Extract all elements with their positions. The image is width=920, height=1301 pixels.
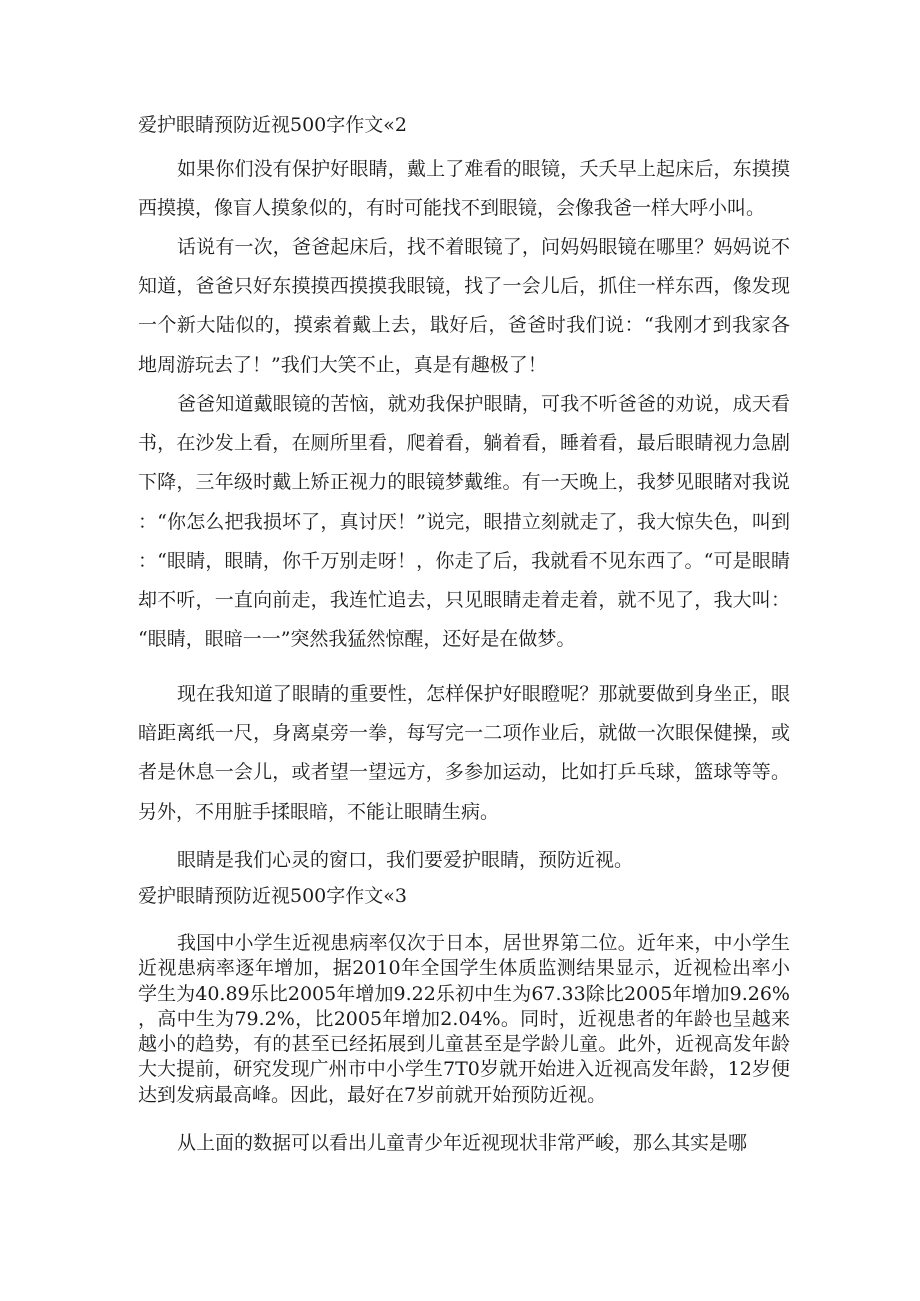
paragraph-myopia-statistics: 我国中小学生近视患病率仅次于日本，居世界第二位。近年来，中小学生近视患病率逐年增加，据2010年全国学生体质监测结果显示，近视检出率小学生为40.89乐比2005年增加9.22乐初中生为67.33除比2005年增加9.26%，高中生为79.2%，比2005年增加2.04%。同时，近视患者的年龄也呈越来越小的趋势，有的甚至已经拓展到儿童甚至是学龄儿童。此外，近视高发年龄大大提前，研究发现广州市中小学生7T0岁就开始进入近视高发年龄，12岁便达到发病最高峰。因此，最好在7岁前就开始预防近视。 [138, 932, 790, 1106]
section-heading-3: 爱护眼睛预防近视500字作文«3 [138, 885, 407, 907]
paragraph-eye-care-tips: 现在我知道了眼睛的重要性，怎样保护好眼瞪呢？那就要做到身坐正，眼暗距离纸一尺，身离桌旁一拳，每写完一二项作业后，就做一次眼保健操，或者是休息一会儿，或者望一望远方，多参加运动，比如打乒乓球，篮球等等。另外，不用脏手揉眼暗，不能让眼睛生病。 [138, 683, 790, 823]
section-heading-2: 爱护眼睛预防近视500字作文«2 [138, 114, 407, 136]
paragraph-dad-lost-glasses: 话说有一次，爸爸起床后，找不着眼镜了，问妈妈眼镜在哪里？妈妈说不知道，爸爸只好东摸摸西摸摸我眼镜，找了一会儿后，抓住一样东西，像发现一个新大陆似的，摸索着戴上去，戢好后，爸爸时我们说：“我刚才到我家各地周游玩去了！”我们大笑不止，真是有趣极了！ [138, 236, 790, 376]
paragraph-eye-dream: 爸爸知道戴眼镜的苦恼，就劝我保护眼睛，可我不听爸爸的劝说，成天看书，在沙发上看，在厕所里看，爬着看，躺着看，睡着看，最后眼睛视力急剧下降，三年级时戴上矫正视力的眼镜梦戴维。有一天晚上，我梦见眼睹对我说：“你怎么把我损坏了，真讨厌！”说完，眼措立刻就走了，我大惊失色，叫到：“眼睛，眼睛，你千万别走呀！，你走了后，我就看不见东西了。“可是眼睛却不听，一直向前走，我连忙追去，只见眼睛走着走着，就不见了，我大叫：“眼睛，眼暗一一”突然我猛然惊醒，还好是在做梦。 [138, 393, 790, 651]
paragraph-eyes-window: 眼睛是我们心灵的窗口，我们要爱护眼睛，预防近视。 [177, 849, 634, 871]
paragraph-myopia-severity: 从上面的数据可以看出儿童青少年近视现状非常严峻，那么其实是哪 [177, 1132, 748, 1154]
paragraph-glasses-morning: 如果你们没有保护好眼睛，戴上了难看的眼镜，夭夭早上起床后，东摸摸西摸摸，像盲人摸象似的，有时可能找不到眼镜，会像我爸一样大呼小叫。 [138, 158, 790, 220]
